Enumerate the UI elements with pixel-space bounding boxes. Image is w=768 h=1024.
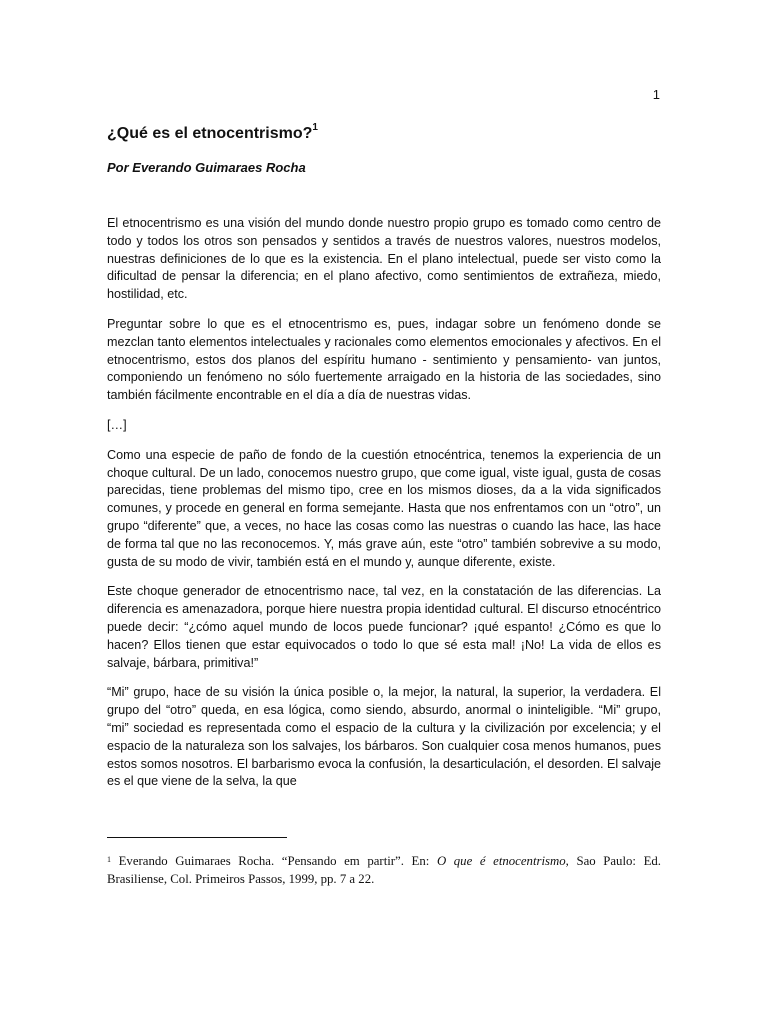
footnote-book-title: O que é etnocentrismo bbox=[436, 854, 566, 868]
title-footnote-ref[interactable]: 1 bbox=[312, 122, 318, 133]
document-title bbox=[107, 122, 318, 143]
paragraph: Este choque generador de etnocentrismo nace, tal vez, en la constatación de las diferencias. La diferencia es amenazadora, porque hiere nuestra propia identidad cultural. El discurso etnocéntrico puede decir: “¿cómo aquel mundo de locos puede funcionar? ¡qué espanto! ¿Cómo es que lo hacen? Ellos tienen que estar equivocados o todo lo que sé esta mal! ¡No! La vida de ellos es salvaje, bárbara, primitiva!” bbox=[107, 584, 661, 670]
author-byline: Por Everando Guimaraes Rocha bbox=[107, 160, 306, 175]
footnote-marker: 1 bbox=[107, 855, 111, 864]
ellipsis-omission: […] bbox=[107, 417, 127, 432]
footnote-separator bbox=[107, 837, 287, 838]
page-number: 1 bbox=[652, 87, 660, 102]
title-text: ¿Qué es el etnocentrismo? bbox=[107, 125, 313, 142]
footnote bbox=[107, 853, 661, 888]
paragraph: Preguntar sobre lo que es el etnocentrismo es, pues, indagar sobre un fenómeno donde se mezclan tanto elementos intelectuales y racionales como elementos emocionales y afectivos. En el etnocentrismo, estos dos planos del espíritu humano - sentimiento y pensamiento- van juntos, componiendo un fenómeno no sólo fuertemente arraigado en la historia de las sociedades, sino también fácilmente encontrable en el día a día de nuestras vidas. bbox=[107, 316, 661, 403]
paragraph: Como una especie de paño de fondo de la cuestión etnocéntrica, tenemos la experiencia de un choque cultural. De un lado, conocemos nuestro grupo, que come igual, viste igual, gusta de cosas parecidas, tiene problemas del mismo tipo, cree en los mismos dioses, da a la vida significados comunes, y procede en general en forma semejante. Hasta que nos enfrentamos con un “otro”, un grupo “diferente” que, a veces, no hace las cosas como las nuestras o cuando las hace, las hace de forma tal que no las reconocemos. Y, más grave aún, este “otro” también sobrevive a su modo, gusta de su modo de vivir, también está en el mundo y, aunque diferente, existe. bbox=[107, 447, 661, 569]
paragraph: “Mi” grupo, hace de su visión la única posible o, la mejor, la natural, la superior, la verdadera. El grupo del “otro” queda, en esa lógica, como siendo, absurdo, anormal o ininteligible. “Mi” grupo, “mi” sociedad es representada como el espacio de la cultura y la civilización por excelencia; y el espacio de la naturaleza son los salvajes, los bárbaros. Son cualquier cosa menos humanos, pues estos somos nosotros. El barbarismo evoca la confusión, la desarticulación, el desorden. El salvaje es el que viene de la selva, la que bbox=[107, 685, 661, 789]
footnote-text-before: Everando Guimaraes Rocha. “Pensando em partir”. En: bbox=[111, 854, 437, 868]
paragraph: El etnocentrismo es una visión del mundo donde nuestro propio grupo es tomado como centro de todo y todos los otros son pensados y sentidos a través de nuestros valores, nuestros modelos, nuestras definiciones de lo que es la existencia. En el plano intelectual, puede ser visto como la dificultad de pensar la diferencia; en el plano afectivo, como sentimientos de extrañeza, miedo, hostilidad, etc. bbox=[107, 216, 661, 302]
footnote-text-after: , Sao Paulo: Ed. Brasiliense, Col. Primeiros Passos, 1999, pp. 7 a 22. bbox=[107, 854, 661, 886]
document-body bbox=[107, 215, 661, 803]
